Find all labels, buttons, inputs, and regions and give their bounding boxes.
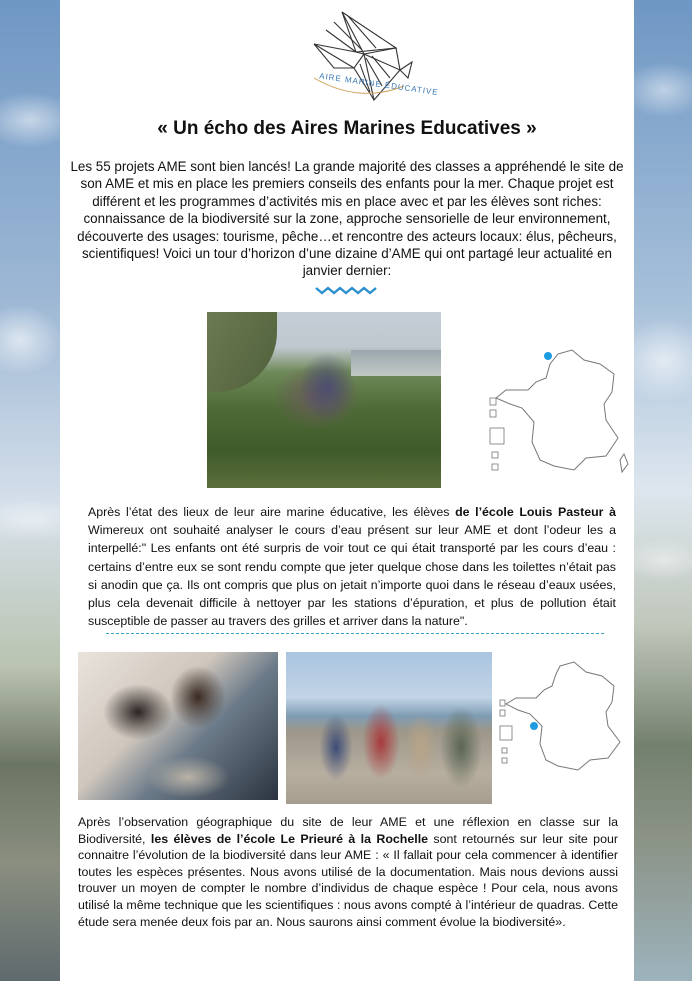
fish-logo-icon [304,8,440,108]
france-map-icon [498,660,634,778]
wave-divider-icon [314,284,382,296]
france-map-icon [488,346,634,480]
photo-sieving-closeup [78,652,278,800]
background-right [634,0,692,981]
newsletter-panel [60,0,634,981]
section-divider [106,633,604,634]
section-wimereux-text: Après l’état des lieux de leur aire marine éducative, les élèves de l’école Louis Pasteur à Wimereux ont souhaité analyser le cours d’eau présent sur leur AME et dont l’odeur les a interpellé:" Les enfants ont été surpris de voir tout ce qui était transporté par les cours d’eau : certains d’entre eux se sont rendu compte que jeter quelque chose dans les toilettes n’était pas si anodin que ça. Ils ont compris que plus on jetait n’importe quoi dans le réseau d’eaux usées, plus cela devenait difficile à nettoyer par les stations d’épuration, et plus de pollution était susceptible de passer au travers des grilles et arriver dans la nature". [88,505,616,629]
section-la-rochelle-text: Après l’observation géographique du site de leur AME et une réflexion en classe sur la Biodiversité, les élèves de l’école Le Prieuré à la Rochelle sont retournés sur leur site pour connaitre l’évolution de la biodiversité dans leur AME : « Il fallait pour cela commencer à identifier toutes les espèces présentes. Nous avons utilisé de la documentation. Mais nous devions aussi trouver un moyen de compter le nombre d’individus de chaque espèce ! Pour cela, nous avons utilisé la même technique que les scientifiques : nous avons compté à l’intérieur de quadras. Cette étude sera menée deux fois par an. Nous saurons ainsi comment évolue la biodiversité». [78,815,618,929]
photo-wimereux-students [207,312,441,488]
logo-text: AIRE MARINE ÉDUCATIVE [318,71,440,98]
location-marker-icon [544,352,552,360]
location-marker-icon [530,722,538,730]
page-title: « Un écho des Aires Marines Educatives » [157,118,537,139]
intro-paragraph: Les 55 projets AME sont bien lancés! La grande majorité des classes a appréhendé le site de son AME et mis en place les premiers conseils des enfants pour la mer. Chaque projet est différent et les programmes d’activités mis en place avec et par les élèves sont riches: connaissance de la biodiversité sur la zone, approche sensorielle de leur environnement, découverte des usages: tourisme, pêche…et rencontre des acteurs locaux: élus, pêcheurs, scientifiques! Voici un tour d’horizon d’une dizaine d’AME qui ont partagé leur actualité en janvier dernier: [70,159,624,279]
background-left [0,0,60,981]
photo-la-rochelle-beach [286,652,492,804]
